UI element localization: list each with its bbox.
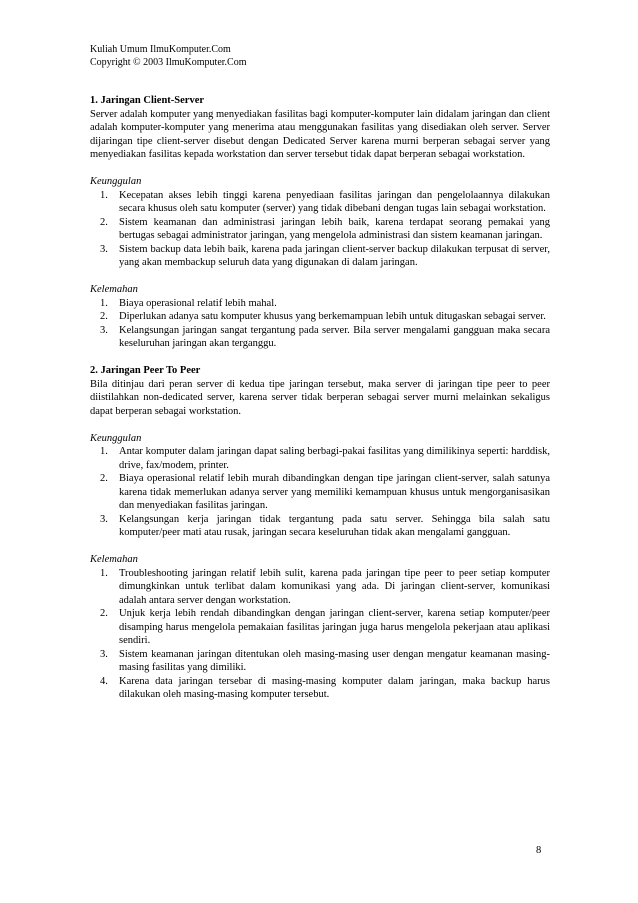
list-number: 3. [100,513,108,525]
list-item [90,324,550,351]
section-1-advantages-label: Keunggulan [90,176,142,187]
list-item-text: Biaya operasional relatif lebih murah dibandingkan dengan tipe jaringan client-server, salah satunya karena tidak memerlukan adanya server yang memiliki kemampuan khusus untuk mengorganisasikan dan menyediakan fasilitas jaringan. [119,473,550,511]
list-item [90,445,550,472]
list-item [90,513,550,540]
list-item [90,607,550,648]
list-item-text: Sistem keamanan jaringan ditentukan oleh masing-masing user dengan mengatur keamanan masing-masing fasilitas yang dimiliki. [119,648,550,673]
list-item-text: Kelangsungan jaringan sangat tergantung pada server. Bila server mengalami gangguan maka secara keseluruhan jaringan akan terganggu. [119,324,550,349]
section-2-heading: 2. Jaringan Peer To Peer [90,365,201,376]
page-header [90,43,246,69]
list-number: 1. [100,446,108,457]
page-number: 8 [536,845,542,856]
list-number: 2. [100,473,108,484]
list-item [90,310,550,324]
list-item-text: Antar komputer dalam jaringan dapat saling berbagi-pakai fasilitas yang dimilikinya seperti: harddisk, drive, fax/modem, printer. [119,446,550,471]
section-1-disadvantages-list [90,297,550,351]
section-1-intro: Server adalah komputer yang menyediakan fasilitas bagi komputer-komputer lain didalam jaringan dan client adalah komputer-komputer yang menerima atau menggunakan fasilitas yang disediakan oleh server. Server dijaringan tipe client-server disebut dengan Dedicated Server karena murni berperan sebagai server yang menyediakan fasilitas kepada workstation dan server tersebut tidak dapat berperan sebagai workstation. [90,108,550,160]
section-1-advantages-list [90,189,550,270]
list-item-text: Sistem keamanan dan administrasi jaringan lebih baik, karena terdapat seorang pemakai yang bertugas sebagai administrator jaringan, yang mengelola administrasi dan sistem keamanan jaringan. [119,216,550,241]
list-item [90,243,550,270]
list-number: 1. [100,297,108,309]
list-item [90,567,550,608]
list-item-text: Karena data jaringan tersebar di masing-masing komputer dalam jaringan, maka backup harus dilakukan oleh masing-masing komputer tersebut. [119,675,550,700]
section-1-disadvantages-label: Kelemahan [90,284,138,295]
list-item-text: Kelangsungan kerja jaringan tidak tergantung pada satu server. Sehingga bila salah satu komputer/peer mati atau rusak, jaringan secara keseluruhan tidak akan mengalami gangguan. [119,513,550,538]
list-number: 1. [100,189,108,201]
list-item [90,648,550,675]
list-number: 3. [100,243,108,255]
section-2-disadvantages-label: Kelemahan [90,554,138,565]
list-number: 4. [100,675,108,687]
section-2-disadvantages-list [90,567,550,702]
list-item-text: Diperlukan adanya satu komputer khusus yang berkemampuan lebih untuk ditugaskan sebagai server. [119,311,546,322]
list-number: 3. [100,324,108,336]
section-1-heading: 1. Jaringan Client-Server [90,95,205,106]
list-number: 3. [100,648,108,660]
list-item-text: Unjuk kerja lebih rendah dibandingkan dengan jaringan client-server, karena setiap komputer/peer disamping harus mengelola pemakaian fasilitas jaringan juga harus mengelola pekerjaan atau aplikasi sendiri. [119,608,550,646]
section-2-advantages-list [90,445,550,540]
list-item [90,472,550,513]
list-item [90,189,550,216]
list-number: 1. [100,567,108,579]
list-item [90,675,550,702]
list-number: 2. [100,216,108,228]
list-item-text: Sistem backup data lebih baik, karena pada jaringan client-server backup dilakukan terpusat di server, yang akan membackup seluruh data yang digunakan di dalam jaringan. [119,243,550,268]
list-item [90,216,550,243]
list-item-text: Troubleshooting jaringan relatif lebih sulit, karena pada jaringan tipe peer to peer setiap komputer dimungkinkan untuk terlibat dalam komunikasi yang ada. Di jaringan client-server, komunikasi adalah antara server dengan workstation. [119,567,550,606]
list-item [90,297,550,311]
list-item-text: Biaya operasional relatif lebih mahal. [119,297,277,309]
document-body [90,94,550,702]
header-line-2: Copyright © 2003 IlmuKomputer.Com [90,57,247,68]
list-number: 2. [100,608,108,619]
list-number: 2. [100,311,108,322]
header-line-1: Kuliah Umum IlmuKomputer.Com [90,44,231,55]
list-item-text: Kecepatan akses lebih tinggi karena penyediaan fasilitas jaringan dan pengelolaannya dilakukan secara khusus oleh satu komputer (server) yang tidak dibebani dengan tugas lain sebagai workstation. [119,189,550,214]
section-2-advantages-label: Keunggulan [90,432,142,444]
section-2-intro: Bila ditinjau dari peran server di kedua tipe jaringan tersebut, maka server di jaringan tipe peer to peer diistilahkan non-dedicated server, karena server tidak berperan sebagai server murni melainkan sekaligus dapat berperan sebagai workstation. [90,378,550,417]
